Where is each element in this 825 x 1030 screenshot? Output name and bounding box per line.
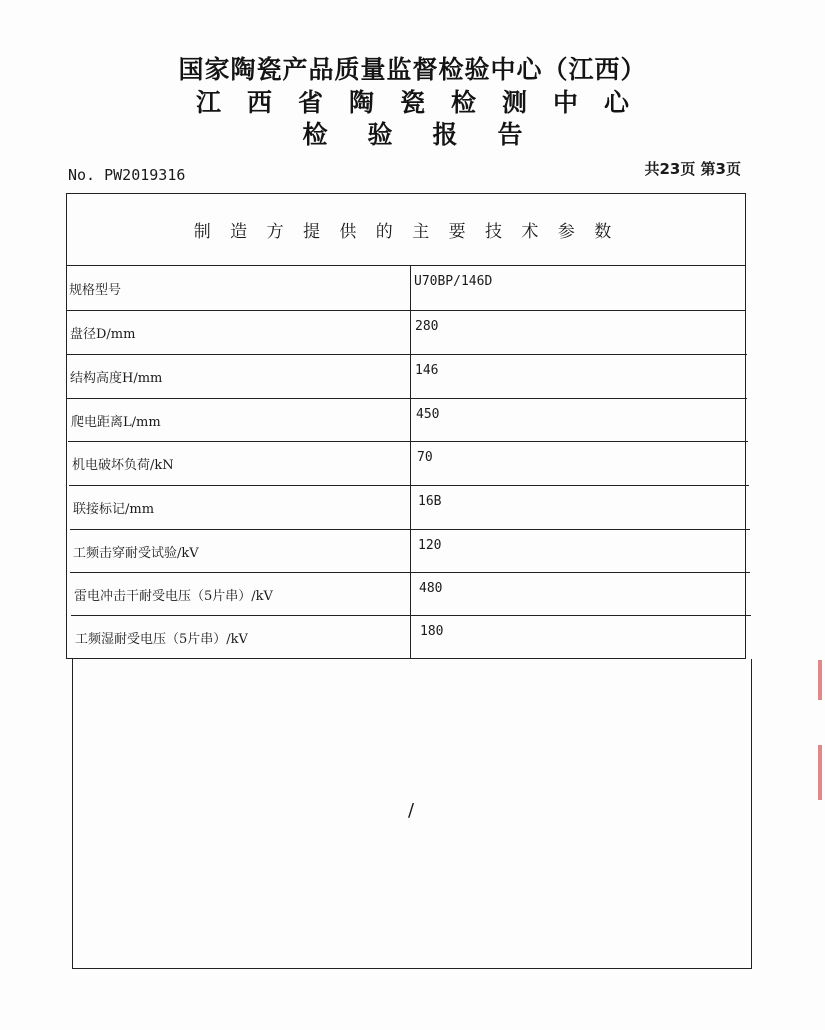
page-info: 共23页 第3页	[644, 160, 741, 178]
table-row	[71, 573, 751, 616]
table-row	[67, 311, 747, 355]
center-name-title: 国家陶瓷产品质量监督检验中心（江西）	[178, 55, 647, 84]
row-label: 雷电冲击干耐受电压（5片串）/kV	[74, 588, 273, 604]
row-value: 480	[419, 581, 443, 596]
row-value: 120	[418, 538, 442, 553]
center-subname-title: 江西省陶瓷检测中心	[195, 88, 655, 117]
blank-mark: /	[408, 800, 415, 821]
row-value: 280	[415, 319, 439, 334]
table-row	[69, 442, 749, 486]
row-label: 机电破坏负荷/kN	[72, 458, 174, 473]
row-label: 联接标记/mm	[73, 502, 155, 517]
binding-seal-mark	[818, 660, 822, 700]
row-label: 结构高度H/mm	[70, 371, 163, 386]
table-row	[68, 399, 748, 442]
report-number: No. PW2019316	[68, 166, 186, 184]
row-label: 工频击穿耐受试验/kV	[73, 545, 199, 561]
table-row	[66, 266, 746, 311]
report-title: 检验报告	[302, 120, 563, 149]
row-value: 180	[420, 624, 444, 639]
row-label: 爬电距离L/mm	[71, 414, 161, 430]
row-value: 450	[416, 407, 440, 422]
table-row	[70, 530, 750, 573]
row-label: 盘径D/mm	[70, 327, 136, 342]
row-value: 70	[417, 450, 433, 465]
table-row	[70, 486, 750, 530]
table-row	[72, 616, 752, 659]
row-label: 工频湿耐受电压（5片串）/kV	[75, 632, 248, 647]
binding-seal-mark	[818, 745, 822, 800]
row-label: 规格型号	[69, 282, 122, 298]
row-value: 16B	[418, 494, 442, 509]
row-value: 146	[415, 363, 439, 378]
table-row	[67, 355, 747, 399]
row-value: U70BP/146D	[414, 274, 493, 289]
section-title: 制 造 方 提 供 的 主 要 技 术 参 数	[66, 193, 746, 266]
